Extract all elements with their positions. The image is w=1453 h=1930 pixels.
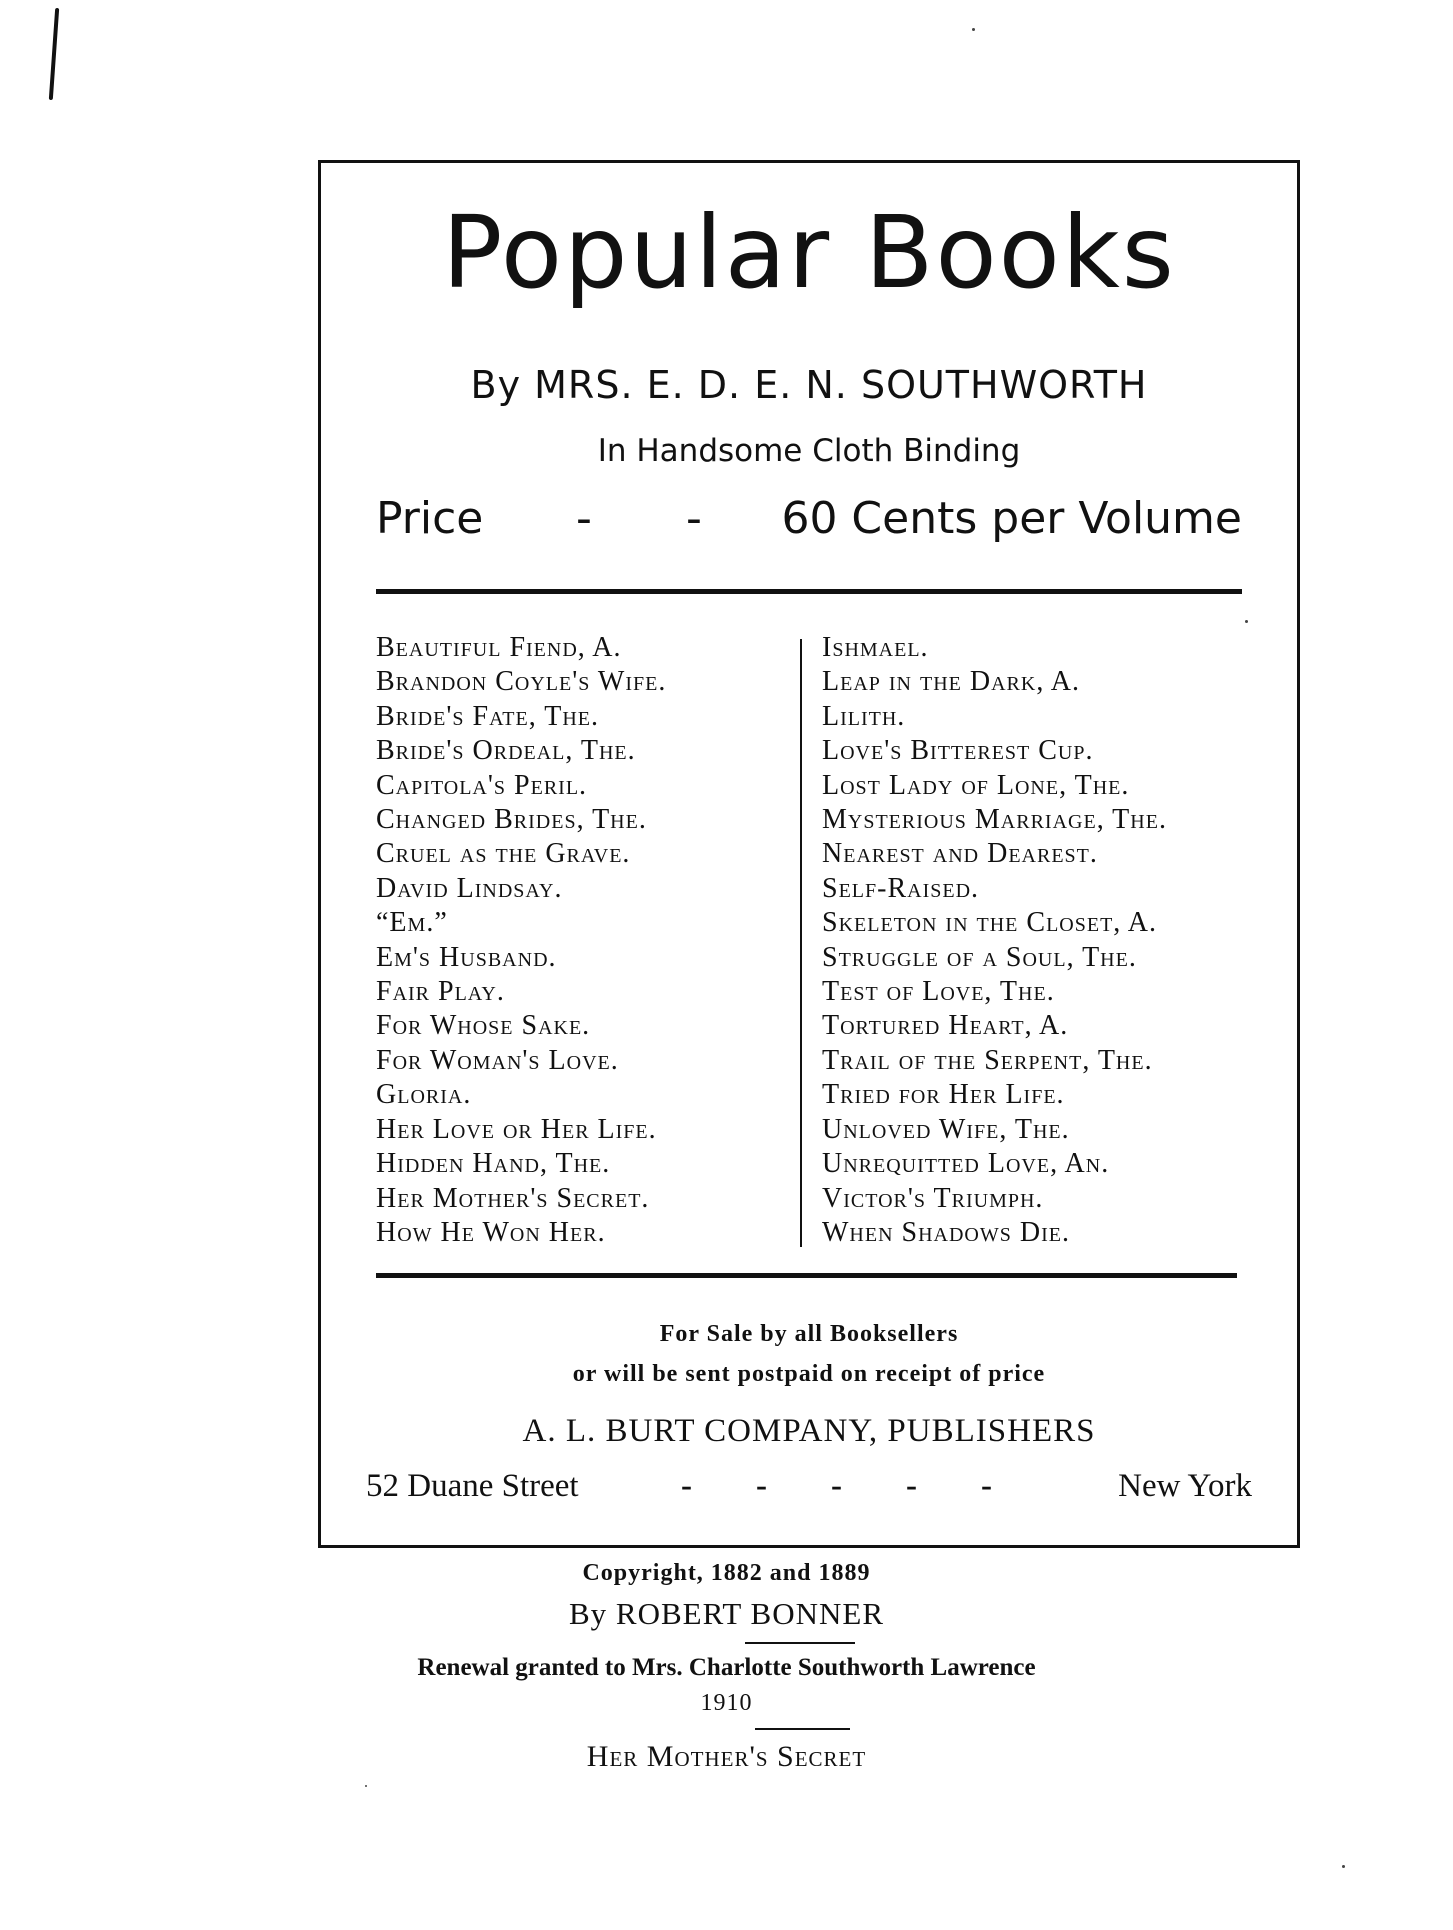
book-title-item: When Shadows Die. — [822, 1216, 1070, 1248]
copyright-holder: By ROBERT BONNER — [569, 1596, 884, 1631]
paper-speck — [1245, 620, 1248, 623]
book-title-item: Beautiful Fiend, A. — [376, 632, 622, 663]
address-dash-4: - — [906, 1468, 917, 1504]
margin-mark — [49, 8, 59, 100]
book-title-item: Nearest and Dearest. — [822, 838, 1098, 870]
book-title-item: Unloved Wife, The. — [822, 1113, 1070, 1145]
book-title-item: Unrequitted Love, An. — [822, 1148, 1110, 1180]
book-title-item: Leap in the Dark, A. — [822, 666, 1080, 698]
copyright-rule — [745, 1642, 855, 1644]
address-dash-1: - — [681, 1468, 692, 1504]
book-title-item: For Whose Sake. — [376, 1010, 591, 1042]
book-title-item: Love's Bitterest Cup. — [822, 735, 1094, 767]
renewal-note: Renewal granted to Mrs. Charlotte Southworth Lawrence — [417, 1654, 1036, 1681]
price-dash-2: - — [686, 493, 702, 544]
book-title-item: Self-Raised. — [822, 872, 980, 904]
bottom-rule — [376, 1273, 1237, 1278]
price-dash-1: - — [576, 493, 592, 544]
book-title-item: Skeleton in the Closet, A. — [822, 907, 1157, 939]
book-title-item: Changed Brides, The. — [376, 804, 647, 836]
book-title-item: Trail of the Serpent, The. — [822, 1044, 1153, 1076]
book-title-item: For Woman's Love. — [376, 1044, 619, 1076]
titles-right-column — [822, 631, 1167, 1250]
sale-line-2: or will be sent postpaid on receipt of price — [572, 1361, 1046, 1387]
book-title-item: Em's Husband. — [376, 941, 557, 973]
paper-speck — [972, 28, 975, 31]
book-title: Her Mother's Secret — [586, 1740, 867, 1773]
ad-author-line: By MRS. E. D. E. N. SOUTHWORTH — [470, 363, 1148, 407]
book-title-item: Victor's Triumph. — [822, 1182, 1044, 1214]
book-title-item: Her Mother's Secret. — [376, 1182, 650, 1214]
book-title-item: Brandon Coyle's Wife. — [376, 666, 667, 698]
book-title-item: Struggle of a Soul, The. — [822, 941, 1137, 973]
price-line — [376, 493, 1242, 553]
titles-left-column — [376, 631, 666, 1250]
ad-title: Popular Books — [442, 194, 1176, 311]
advertisement-box — [318, 160, 1300, 1548]
titles-list — [376, 631, 1246, 1247]
ad-binding-note: In Handsome Cloth Binding — [597, 433, 1021, 469]
book-title-item: Fair Play. — [376, 976, 505, 1008]
renewal-year: 1910 — [700, 1690, 753, 1716]
book-title-item: Bride's Fate, The. — [376, 700, 599, 732]
book-title-item: How He Won Her. — [376, 1216, 606, 1248]
city: New York — [1118, 1468, 1252, 1504]
copyright-line: Copyright, 1882 and 1889 — [582, 1560, 871, 1586]
price-value: 60 Cents per Volume — [781, 493, 1242, 544]
price-label: Price — [376, 493, 484, 544]
book-title-item: David Lindsay. — [376, 872, 563, 904]
book-title-item: Capitola's Peril. — [376, 769, 588, 801]
publisher-name: A. L. BURT COMPANY, PUBLISHERS — [522, 1413, 1096, 1449]
book-title-item: Tortured Heart, A. — [822, 1010, 1069, 1042]
book-title-item: Gloria. — [376, 1079, 472, 1111]
book-title-item: Bride's Ordeal, The. — [376, 735, 636, 767]
top-rule — [376, 589, 1242, 594]
address-dash-3: - — [831, 1468, 842, 1504]
address-line — [366, 1468, 1252, 1508]
year-rule — [755, 1728, 850, 1730]
sale-line-1: For Sale by all Booksellers — [659, 1321, 959, 1347]
book-title-item: Cruel as the Grave. — [376, 838, 631, 870]
book-title-item: Hidden Hand, The. — [376, 1148, 611, 1180]
address-dash-2: - — [756, 1468, 767, 1504]
paper-speck — [365, 1785, 367, 1787]
street-address: 52 Duane Street — [366, 1468, 579, 1504]
book-title-item: Her Love or Her Life. — [376, 1113, 657, 1145]
book-title-item: Mysterious Marriage, The. — [822, 804, 1167, 836]
book-title-item: Ishmael. — [822, 632, 929, 663]
paper-speck — [1342, 1865, 1345, 1868]
book-title-item: “Em.” — [376, 907, 448, 939]
book-title-item: Tried for Her Life. — [822, 1079, 1065, 1111]
book-title-item: Test of Love, The. — [822, 976, 1055, 1008]
address-dash-5: - — [981, 1468, 992, 1504]
column-divider — [800, 639, 802, 1247]
book-title-item: Lost Lady of Lone, The. — [822, 769, 1130, 801]
book-title-item: Lilith. — [822, 700, 906, 732]
